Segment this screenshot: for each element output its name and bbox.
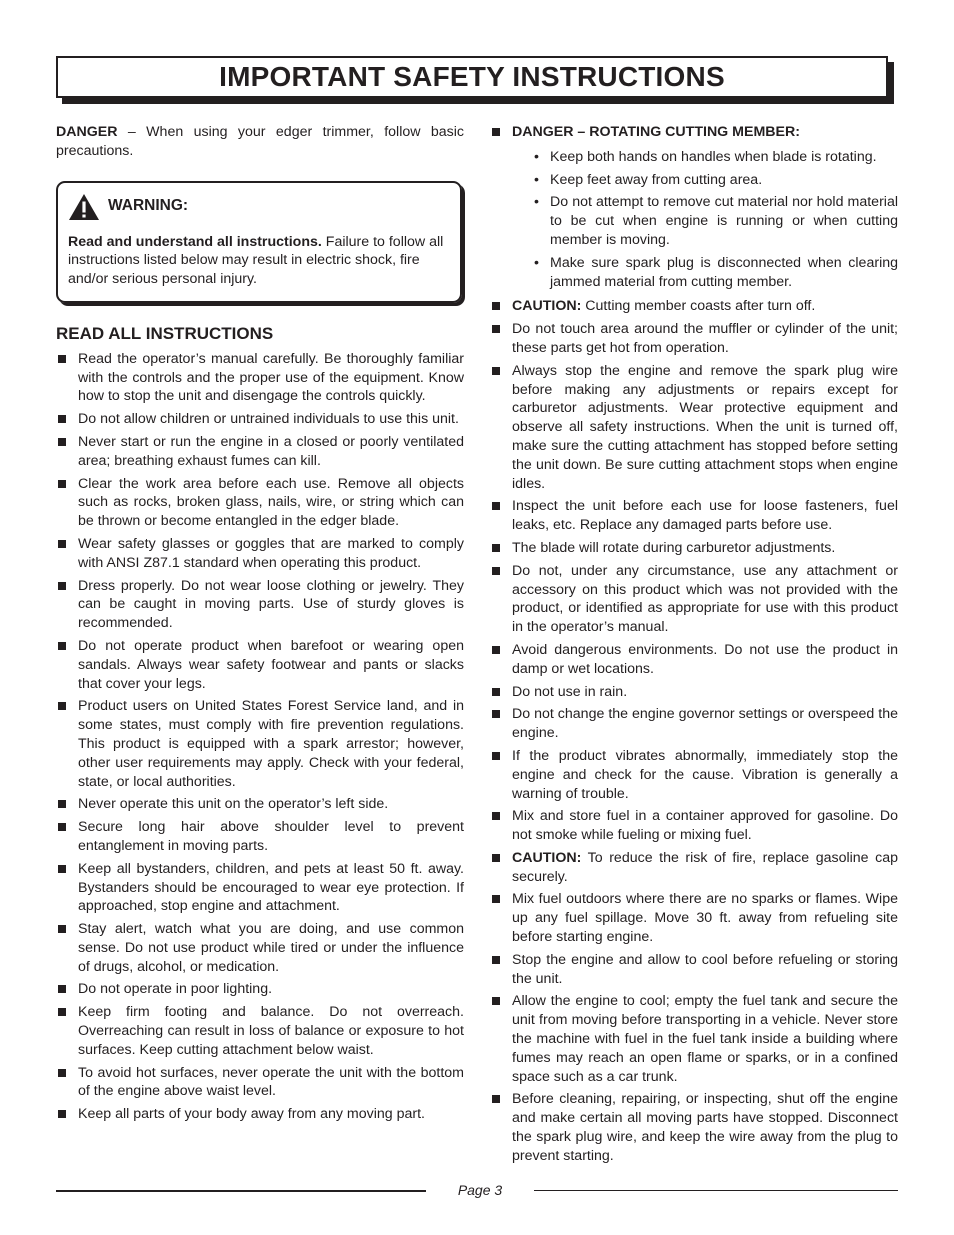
warning-triangle-icon [68, 193, 100, 221]
list-item [56, 795, 464, 814]
list-item [56, 577, 464, 633]
square-bullet-icon [58, 865, 66, 873]
list-item [56, 920, 464, 976]
list-item [490, 320, 898, 358]
square-bullet-icon [58, 582, 66, 590]
list-item-text: Never start or run the engine in a closed or poorly ventilated area; breathing exhaust fumes can kill. [78, 433, 464, 469]
list-item-text: Keep firm footing and balance. Do not overreach. Overreaching can result in loss of balance or exposure to hot surfaces. Keep cutting attachment below waist. [78, 1004, 464, 1058]
list-item [56, 433, 464, 471]
list-item [56, 535, 464, 573]
list-item [56, 1064, 464, 1102]
page-footer [56, 1182, 898, 1202]
sub-list-item [512, 148, 898, 167]
danger-sub-list [512, 148, 898, 292]
list-item [490, 362, 898, 494]
danger-intro [56, 123, 464, 161]
sub-list-item-text: Keep both hands on handles when blade is rotating. [550, 148, 877, 165]
list-item [490, 562, 898, 637]
square-bullet-icon [492, 854, 500, 862]
warning-lead: Read and understand all instructions. [68, 233, 322, 250]
sub-list-item [512, 193, 898, 249]
list-item [490, 539, 898, 558]
list-item-text: Stay alert, watch what you are doing, and use common sense. Do not use product while tired or under the influence of drugs, alcohol, or medication. [78, 921, 464, 975]
caution-label: CAUTION: [512, 849, 582, 866]
warning-body [68, 233, 450, 289]
list-item-text: Stop the engine and allow to cool before refueling or storing the unit. [512, 951, 898, 987]
square-bullet-icon [492, 997, 500, 1005]
list-item-text: Always stop the engine and remove the spark plug wire before making any adjustments or repairs except for carburetor adjustments. Wear protective equipment and observe all safety instructions. When the unit is turned off, make sure the cutting attachment has stopped before setting the unit down. Be sure cutting attachment stops when engine idles. [512, 362, 898, 492]
list-item-text: Clear the work area before each use. Remove all objects such as rocks, broken glass, nails, wire, or string which can be thrown or become entangled in the edger blade. [78, 475, 464, 530]
round-bullet-icon: • [534, 148, 539, 165]
list-item-text: Do not allow children or untrained individuals to use this unit. [78, 411, 459, 428]
list-item-text: Dress properly. Do not wear loose clothing or jewelry. They can be caught in moving parts. Use of sturdy gloves is recommended. [78, 577, 464, 632]
danger-rotating-item [490, 123, 898, 291]
caution-text: Cutting member coasts after turn off. [581, 298, 816, 315]
sub-list-item [512, 171, 898, 190]
square-bullet-icon [492, 688, 500, 696]
list-item-text: Do not, under any circumstance, use any attachment or accessory on this product which was not provided with the product, or identified as appropriate for use with this product in the operator’s manual. [512, 562, 898, 636]
list-item-text: Do not operate product when barefoot or wearing open sandals. Always wear safety footwear and pants or slacks that cover your legs. [78, 637, 464, 692]
list-item [56, 980, 464, 999]
square-bullet-icon [492, 895, 500, 903]
footer-rule-right [534, 1190, 898, 1191]
footer-rule-left [56, 1190, 426, 1192]
square-bullet-icon [492, 325, 500, 333]
square-bullet-icon [492, 544, 500, 552]
page-title: IMPORTANT SAFETY INSTRUCTIONS [219, 61, 725, 92]
square-bullet-icon [492, 752, 500, 760]
square-bullet-icon [58, 823, 66, 831]
title-box [56, 56, 888, 98]
list-item-text: Wear safety glasses or goggles that are marked to comply with ANSI Z87.1 standard when operating this product. [78, 535, 464, 571]
sub-list-item-text: Keep feet away from cutting area. [550, 171, 763, 188]
list-item-text: Do not touch area around the muffler or cylinder of the unit; these parts get hot from operation. [512, 321, 898, 356]
list-item-text: Do not use in rain. [512, 683, 628, 700]
list-item [490, 747, 898, 803]
sub-list-item [512, 254, 898, 292]
warning-box [56, 181, 462, 303]
list-item-text: If the product vibrates abnormally, immediately stop the engine and check for the cause. Vibration is generally a warning of trouble. [512, 747, 898, 802]
list-item [490, 992, 898, 1086]
round-bullet-icon: • [534, 254, 539, 271]
list-item-text: To avoid hot surfaces, never operate the unit with the bottom of the engine above waist level. [78, 1064, 464, 1100]
danger-rotating-heading: DANGER – ROTATING CUTTING MEMBER: [512, 124, 800, 140]
square-bullet-icon [492, 646, 500, 654]
list-item [490, 497, 898, 535]
danger-label: DANGER [56, 124, 118, 140]
left-column [56, 123, 464, 1128]
list-item-text: The blade will rotate during carburetor adjustments. [512, 539, 836, 556]
list-item-text: Avoid dangerous environments. Do not use the product in damp or wet locations. [512, 641, 898, 677]
square-bullet-icon [58, 1008, 66, 1016]
list-item [56, 860, 464, 916]
right-column [490, 123, 898, 1170]
list-item [56, 475, 464, 531]
list-item-text: Allow the engine to cool; empty the fuel tank and secure the unit from moving before transporting in a vehicle. Never store the machine with fuel in the fuel tank inside a building where fumes may reach an open flame or sparks, or in a confined space such as a car trunk. [512, 993, 898, 1085]
list-item [490, 951, 898, 989]
list-item-text: Inspect the unit before each use for loose fasteners, fuel leaks, etc. Replace any damaged parts before use. [512, 498, 898, 534]
warning-header [68, 193, 450, 221]
list-item [56, 697, 464, 791]
list-item [490, 705, 898, 743]
right-instruction-list [490, 123, 898, 1166]
square-bullet-icon [58, 1110, 66, 1118]
square-bullet-icon [58, 985, 66, 993]
square-bullet-icon [58, 355, 66, 363]
warning-text: Failure to follow all instructions listed below may result in electric shock, fire and/or serious personal injury. [68, 233, 444, 288]
square-bullet-icon [492, 302, 500, 310]
square-bullet-icon [492, 367, 500, 375]
list-item-text: Keep all parts of your body away from any moving part. [78, 1106, 425, 1123]
caution-label: CAUTION: [512, 298, 582, 315]
round-bullet-icon: • [534, 171, 539, 188]
list-item-text: Keep all bystanders, children, and pets at least 50 ft. away. Bystanders should be encouraged to wear eye protection. If approached, stop engine and attachment. [78, 860, 464, 915]
square-bullet-icon [492, 956, 500, 964]
list-item-text: Product users on United States Forest Service land, and in some states, must comply with fire prevention regulations. This product is equipped with a spark arrestor; however, other user requirements may apply. Check with your federal, state, or local authorities. [78, 698, 464, 790]
list-item-text: Before cleaning, repairing, or inspecting, shut off the engine and make certain all moving parts have stopped. Disconnect the spark plug wire, and keep the wire away from the plug to prevent starting. [512, 1091, 898, 1164]
square-bullet-icon [58, 642, 66, 650]
square-bullet-icon [58, 1069, 66, 1077]
list-item-text: Secure long hair above shoulder level to prevent entanglement in moving parts. [78, 819, 464, 854]
round-bullet-icon: • [534, 194, 539, 211]
list-item [56, 818, 464, 856]
list-item-text: Mix fuel outdoors where there are no sparks or flames. Wipe up any fuel spillage. Move 30 ft. away from refueling site before starting engine. [512, 891, 898, 946]
warning-title: WARNING: [108, 197, 189, 215]
list-item [56, 1003, 464, 1059]
square-bullet-icon [58, 925, 66, 933]
list-item-text: Never operate this unit on the operator’s left side. [78, 796, 389, 813]
square-bullet-icon [58, 540, 66, 548]
page-number: Page 3 [457, 1182, 503, 1198]
caution-item [490, 849, 898, 887]
square-bullet-icon [492, 710, 500, 718]
list-item [56, 637, 464, 693]
square-bullet-icon [492, 128, 500, 136]
list-item [56, 1105, 464, 1124]
read-all-heading: READ ALL INSTRUCTIONS [56, 323, 274, 343]
list-item [56, 410, 464, 429]
square-bullet-icon [58, 415, 66, 423]
list-item-text: Mix and store fuel in a container approved for gasoline. Do not smoke while fueling or mixing fuel. [512, 808, 898, 844]
square-bullet-icon [492, 502, 500, 510]
square-bullet-icon [58, 800, 66, 808]
square-bullet-icon [492, 812, 500, 820]
list-item [490, 683, 898, 702]
list-item [490, 890, 898, 946]
square-bullet-icon [58, 438, 66, 446]
list-item [490, 641, 898, 679]
title-banner [56, 56, 896, 106]
list-item-text: Read the operator’s manual carefully. Be thoroughly familiar with the controls and the proper use of the equipment. Know how to stop the unit and disengage the controls quickly. [78, 350, 464, 405]
list-item [490, 1090, 898, 1165]
sub-list-item-text: Do not attempt to remove cut material nor hold material to be cut when engine is running or when cutting member is moving. [550, 194, 898, 248]
list-item [56, 350, 464, 406]
square-bullet-icon [492, 567, 500, 575]
square-bullet-icon [58, 702, 66, 710]
danger-text: – When using your edger trimmer, follow basic precautions. [56, 124, 464, 159]
list-item-text: Do not change the engine governor settings or overspeed the engine. [512, 706, 898, 742]
caution-text: To reduce the risk of fire, replace gasoline cap securely. [512, 849, 898, 885]
left-instruction-list [56, 350, 464, 1124]
sub-list-item-text: Make sure spark plug is disconnected when clearing jammed material from cutting member. [550, 254, 898, 290]
list-item [490, 807, 898, 845]
square-bullet-icon [492, 1095, 500, 1103]
square-bullet-icon [58, 480, 66, 488]
caution-item [490, 297, 898, 316]
list-item-text: Do not operate in poor lighting. [78, 981, 273, 998]
